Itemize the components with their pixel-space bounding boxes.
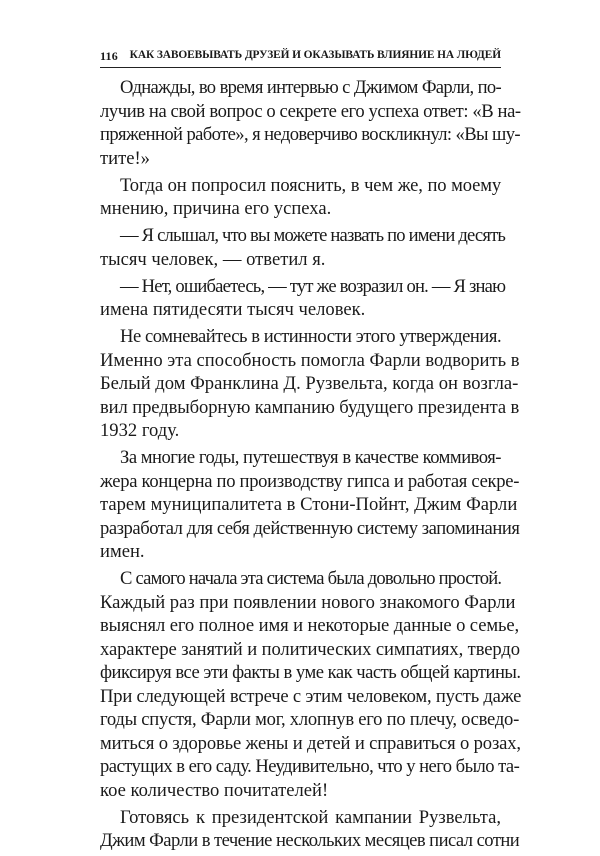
paragraph (100, 224, 506, 271)
text-line: тысяч человек, — ответил я. (100, 248, 326, 270)
text-line: выяснял его полное имя и некоторые данные о семье, (100, 615, 520, 636)
text-line: жера концерна по производству гипса и работая секре- (100, 470, 520, 492)
text-line: имена пятидесяти тысяч человек. (100, 299, 366, 320)
text-line: имен. (100, 541, 145, 562)
text-line: С самого начала эта система была довольно простой. (120, 568, 502, 589)
text-line: характере занятий и политических симпатиях, твердо (100, 638, 520, 660)
text-line: Каждый раз при появлении нового знакомого Фарли (100, 591, 516, 613)
text-line: — Нет, ошибаетесь, — тут же возразил он. — Я знаю (120, 275, 506, 297)
text-line: миться о здоровье жены и детей и справиться о розах, (100, 732, 521, 754)
text-line: годы спустя, Фарли мог, хлопнув его по плечу, осведо- (100, 709, 520, 730)
text-line: Белый дом Франклина Д. Рузвельта, когда он возгла- (100, 373, 519, 394)
text-line: кое количество почитателей! (100, 779, 329, 801)
text-line: Тогда он попросил пояснить, в чем же, по моему (120, 174, 501, 196)
text-line: лучив на свой вопрос о секрете его успеха ответ: «В на- (100, 100, 521, 122)
text-line: тите!» (100, 147, 150, 169)
paragraph (100, 806, 520, 853)
text-line: Именно эта способность помогла Фарли водворить в (100, 349, 520, 371)
text-line: вил предвыборную кампанию будущего президента в (100, 396, 520, 418)
paragraph (100, 325, 520, 443)
running-header (100, 47, 501, 68)
text-line: фиксируя все эти факты в уме как часть общей картины. (100, 662, 521, 683)
body-text (100, 76, 522, 856)
running-book-title: КАК ЗАВОЕВЫВАТЬ ДРУЗЕЙ И ОКАЗЫВАТЬ ВЛИЯНИЕ НА ЛЮДЕЙ (129, 49, 501, 61)
text-line: 1932 году. (100, 420, 180, 441)
paragraph (100, 174, 501, 221)
paragraph (100, 567, 522, 802)
text-line: мнению, причина его успеха. (100, 198, 332, 219)
text-line: Однажды, во время интервью с Джимом Фарли, по- (120, 77, 501, 98)
text-line: — Я слышал, что вы можете назвать по имени десять (120, 225, 506, 246)
paragraph (100, 446, 520, 564)
text-line: Готовясь к президентской кампании Рузвельта, (120, 806, 501, 828)
text-line: Не сомневайтесь в истинности этого утверждения. (120, 326, 502, 347)
text-line: тарем муниципалитета в Стони-Пойнт, Джим Фарли (100, 494, 518, 515)
text-line: пряженной работе», я недоверчиво воскликнул: «Вы шу- (100, 124, 520, 145)
text-line: За многие годы, путешествуя в качестве коммивоя- (120, 447, 501, 468)
paragraph (100, 275, 506, 322)
page-number: 116 (100, 49, 118, 63)
text-line: При следующей встрече с этим человеком, пусть даже (100, 685, 522, 707)
text-line: разработал для себя действенную систему запоминания (100, 517, 520, 539)
paragraph (100, 76, 521, 170)
text-line: растущих в его саду. Неудивительно, что у него было та- (100, 756, 520, 777)
text-line: Джим Фарли в течение нескольких месяцев писал сотни (100, 830, 520, 851)
